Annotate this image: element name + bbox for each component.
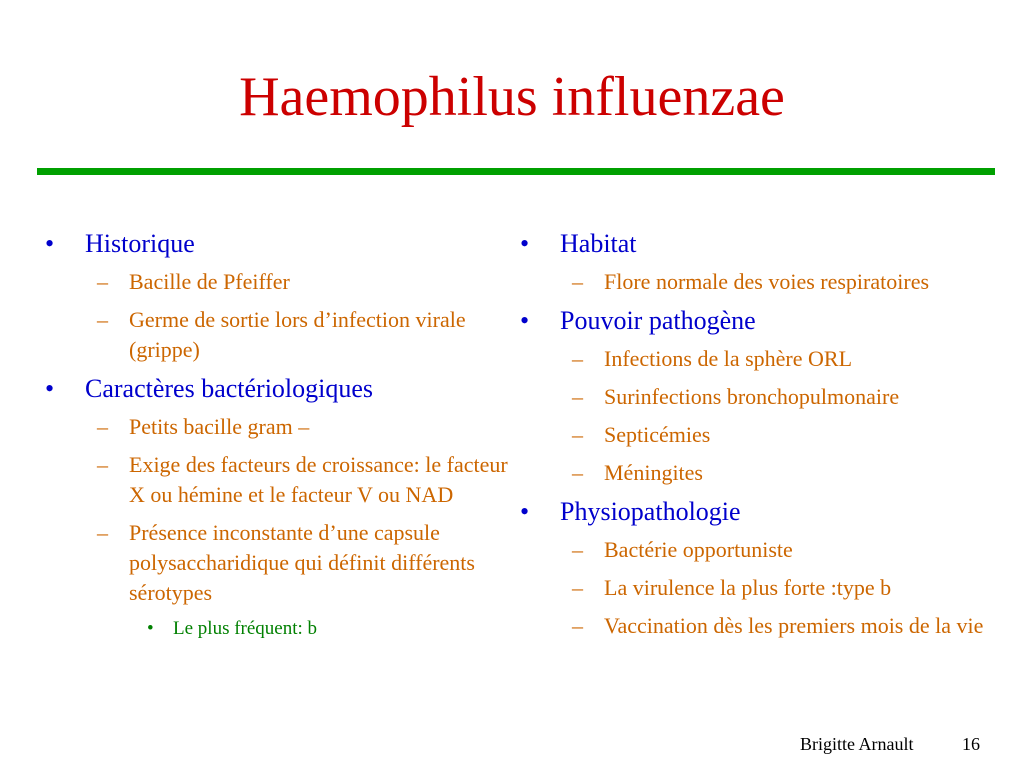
sub-item-text: Infections de la sphère ORL — [604, 346, 853, 371]
dash-marker: – — [572, 269, 583, 294]
sub-item — [520, 420, 1000, 450]
dash-marker: – — [97, 307, 108, 332]
slide-title: Haemophilus influenzae — [239, 66, 785, 128]
sub-item-text: Exige des facteurs de croissance: le facteur X ou hémine et le facteur V ou NAD — [129, 452, 508, 507]
page-number: 16 — [962, 734, 980, 754]
sub-item-text: Petits bacille gram – — [129, 414, 310, 439]
sub-item — [45, 450, 515, 510]
bullet-label: Pouvoir pathogène — [560, 306, 756, 335]
dash-marker: – — [97, 414, 108, 439]
dash-marker: – — [572, 537, 583, 562]
sub-item-text: Vaccination dès les premiers mois de la vie — [604, 613, 984, 638]
sub-sub-item — [45, 616, 515, 642]
sub-item — [45, 412, 515, 442]
sub-item — [520, 344, 1000, 374]
sub-item-text: Septicémies — [604, 422, 711, 447]
sub-item — [520, 382, 1000, 412]
dash-marker: – — [572, 613, 583, 638]
bullet-marker: • — [520, 306, 530, 335]
dash-marker: – — [572, 422, 583, 447]
sub-item-text: Présence inconstante d’une capsule polysaccharidique qui définit différents sérotypes — [129, 520, 475, 605]
sub-sub-item-text: Le plus fréquent: b — [173, 618, 318, 639]
sub-item-text: Méningites — [604, 460, 703, 485]
bullet-historique — [45, 228, 515, 259]
sub-item-text: Surinfections bronchopulmonaire — [604, 384, 900, 409]
sub-item — [520, 535, 1000, 565]
bullet-label: Physiopathologie — [560, 497, 741, 526]
bullet-label: Habitat — [560, 229, 637, 258]
sub-item-text: Flore normale des voies respiratoires — [604, 269, 930, 294]
dash-marker: – — [97, 520, 108, 545]
sub-item — [45, 305, 515, 365]
dash-marker: – — [572, 384, 583, 409]
bullet-marker: • — [147, 618, 154, 639]
sub-item — [520, 267, 1000, 297]
sub-item-text: Bactérie opportuniste — [604, 537, 793, 562]
footer-author: Brigitte Arnault — [800, 734, 914, 754]
bullet-marker: • — [520, 497, 530, 526]
bullet-label: Caractères bactériologiques — [85, 374, 374, 403]
right-column — [520, 228, 1000, 649]
dash-marker: – — [572, 460, 583, 485]
bullet-habitat — [520, 228, 1000, 259]
dash-marker: – — [97, 452, 108, 477]
bullet-label: Historique — [85, 229, 195, 258]
bullet-caracteres — [45, 373, 515, 404]
sub-item — [45, 518, 515, 608]
bullet-marker: • — [45, 229, 55, 258]
sub-item-text: Germe de sortie lors d’infection virale (grippe) — [129, 307, 466, 362]
dash-marker: – — [97, 269, 108, 294]
left-column — [45, 228, 515, 650]
bullet-physiopathologie — [520, 496, 1000, 527]
sub-item — [45, 267, 515, 297]
sub-item — [520, 458, 1000, 488]
bullet-marker: • — [520, 229, 530, 258]
bullet-marker: • — [45, 374, 55, 403]
sub-item-text: La virulence la plus forte :type b — [604, 575, 892, 600]
sub-item — [520, 611, 1000, 641]
title-divider — [37, 168, 995, 175]
dash-marker: – — [572, 346, 583, 371]
sub-item-text: Bacille de Pfeiffer — [129, 269, 290, 294]
sub-item — [520, 573, 1000, 603]
bullet-pouvoir-pathogene — [520, 305, 1000, 336]
dash-marker: – — [572, 575, 583, 600]
